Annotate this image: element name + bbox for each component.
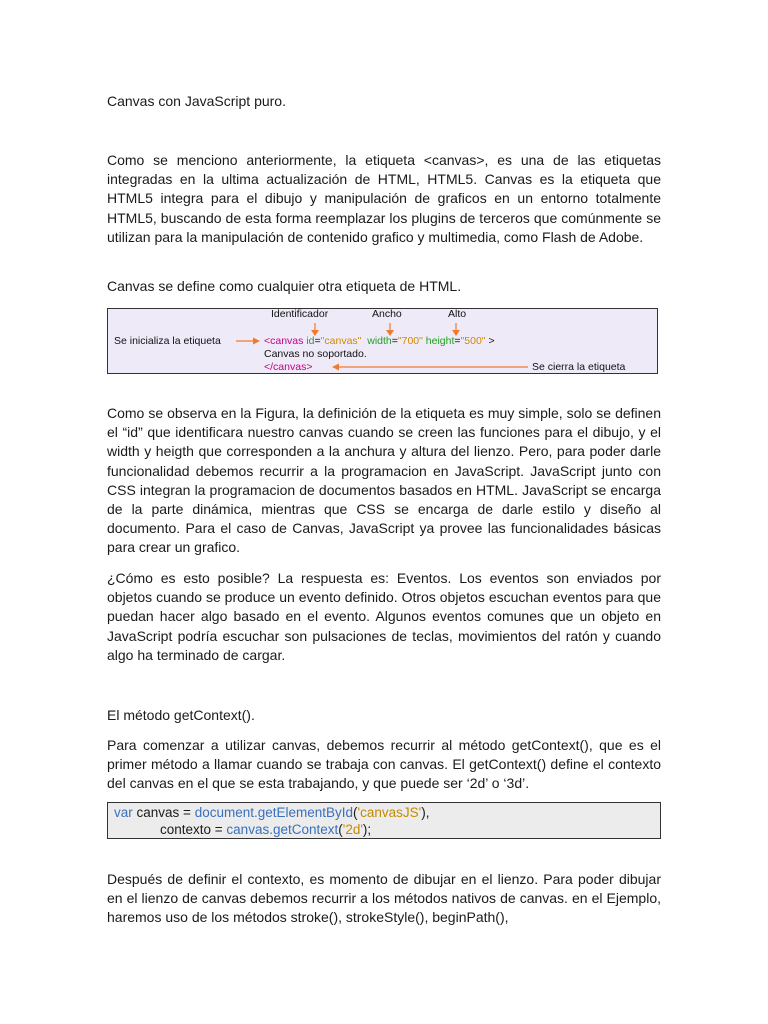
canvas-tag-figure [107, 308, 658, 374]
code-text: canvas = [132, 805, 195, 820]
code-width-attr: width [367, 335, 392, 347]
paragraph-getcontext: Para comenzar a utilizar canvas, debemos recurrir al método getContext(), que es el primer método a llamar cuando se trabaja con canvas. El getContext() define el contexto del canvas en el que se esta trabajando, y que puede ser ‘2d’ o ‘3d’. [107, 737, 661, 792]
code-id-val: "canvas" [320, 335, 362, 347]
code-height-val: "500" [460, 335, 486, 347]
code-fn-getcontext: canvas.getContext [226, 822, 339, 837]
code-end-tag: </canvas> [264, 361, 313, 373]
code-text: ), [421, 805, 430, 820]
code-close-bracket: > [488, 335, 495, 347]
label-cierra: Se cierra la etiqueta [532, 361, 626, 373]
code-text: ( [353, 805, 358, 820]
section-heading-getcontext: El método getContext(). [107, 707, 255, 723]
code-fn-getelementbyid: document.getElementById [194, 805, 354, 820]
code-text: contexto = [160, 822, 227, 837]
paragraph-intro: Como se menciono anteriormente, la etiqueta <canvas>, es una de las etiquetas integradas en la ultima actualización de HTML, HTML5. Canvas es la etiqueta que HTML5 integra para el dibujo y manipulación de graficos en un entorno totalmente HTML5, buscando de esta forma reemplazar los plugins de terceros que comúnmente se utilizan para la manipulación de contenido grafico y multimedia, como Flash de Adobe. [107, 152, 661, 245]
code-text: ( [338, 822, 343, 837]
code-fallback: Canvas no soportado. [264, 348, 367, 360]
code-width-val: "700" [397, 335, 423, 347]
code-string-2d: '2d' [342, 822, 363, 837]
code-line-1 [114, 804, 660, 821]
code-line-2 [114, 821, 660, 838]
code-id-attr: id [306, 335, 315, 347]
paragraph-events: ¿Cómo es esto posible? La respuesta es: Eventos. Los eventos son enviados por objetos cuando se produce un evento definido. Otros objetos escuchan eventos para que puedan hacer algo basado en el evento. Algunos eventos comunes que un objeto en JavaScript podría escuchar son pulsaciones de teclas, movimientos del ratón y cuando algo ha terminado de cargar. [107, 570, 661, 663]
label-identificador: Identificador [271, 308, 329, 320]
code-text: ); [362, 822, 372, 837]
label-ancho: Ancho [372, 308, 402, 320]
code-open-tag-line: <canvas id="canvas" width="700" height="500" > [264, 335, 495, 347]
label-inicializa: Se inicializa la etiqueta [114, 335, 221, 347]
arrowhead-cierra [332, 364, 339, 371]
code-keyword-var: var [114, 805, 133, 820]
document-title: Canvas con JavaScript puro. [107, 93, 286, 109]
paragraph-explanation: Como se observa en la Figura, la definición de la etiqueta es muy simple, solo se definen el “id” que identificara nuestro canvas cuando se creen las funciones para el dibujo, y el width y heigth que corresponden a la anchura y altura del lienzo. Pero, para poder darle funcionalidad debemos recurrir a la programacion en JavaScript. JavaScript junto con CSS integran la programacion de documentos basados en HTML. JavaScript se encarga de la parte dinámica, mientras que CSS se encarga de darle estilo y diseño al documento. Para el caso de Canvas, JavaScript ya provee las funcionalidades básicas para crear un grafico. [107, 405, 661, 556]
code-height-attr: height [425, 335, 455, 347]
paragraph-drawing: Después de definir el contexto, es momento de dibujar en el lienzo. Para poder dibujar en el lienzo de canvas debemos recurrir a los métodos nativos de canvas. en el Ejemplo, haremos uso de los métodos stroke(), strokeStyle(), beginPath(), [107, 871, 661, 926]
code-open: <canvas [264, 335, 304, 347]
code-string-canvasjs: 'canvasJS' [357, 805, 422, 820]
code-block [107, 802, 661, 839]
label-alto: Alto [448, 308, 467, 320]
paragraph-definition: Canvas se define como cualquier otra etiqueta de HTML. [107, 278, 462, 294]
arrowhead-inicializa [253, 338, 260, 345]
